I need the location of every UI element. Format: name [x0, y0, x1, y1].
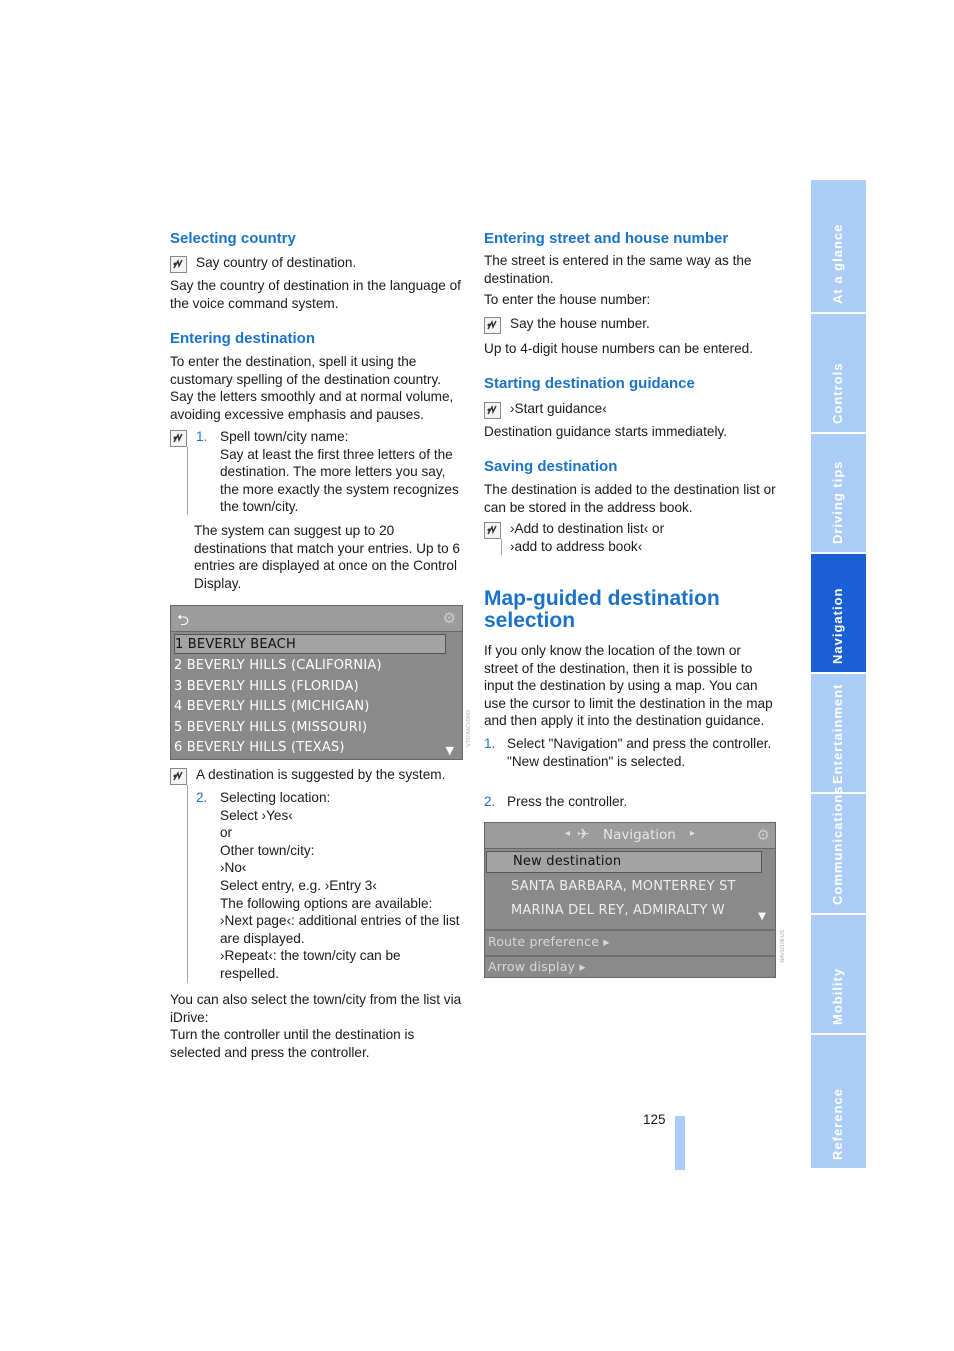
paragraph: Turn the controller until the destination is selected and press the controller. [170, 1027, 415, 1060]
voice-command-icon [484, 402, 501, 419]
back-arrow-icon: ⮌ [177, 611, 190, 629]
step-title: Spell town/city name: [220, 429, 349, 444]
heading-map-guided: Map-guided destination [484, 587, 720, 610]
paragraph: To enter the destination, spell it using the customary spelling of the destination country. [170, 354, 442, 387]
step-line: Other town/city: [220, 842, 315, 858]
tab-mobility[interactable]: Mobility [811, 915, 866, 1035]
menu-item-arrow-display: Arrow display ▸ [488, 959, 586, 974]
heading-entering-destination: Entering destination [170, 330, 316, 347]
voice-command-icon [484, 317, 501, 334]
step-body: "New destination" is selected. [507, 753, 686, 769]
step-body: Say at least the first three letters of the destination. The more letters you say, the more exactly the system recognizes the town/city. [220, 446, 459, 515]
paragraph: To enter the house number: [484, 292, 651, 308]
scroll-down-icon: ▼ [758, 911, 766, 922]
tab-navigation[interactable]: Navigation [811, 554, 866, 674]
left-column [170, 230, 462, 248]
page-number: 125 [643, 1112, 666, 1127]
step-line: Select entry, e.g. ›Entry 3‹ [220, 877, 377, 893]
step-line: Select ›Yes‹ [220, 807, 293, 823]
tab-at-a-glance[interactable]: At a glance [811, 180, 866, 314]
tab-entertainment[interactable]: Entertainment [811, 674, 866, 794]
paragraph: Destination guidance starts immediately. [484, 424, 728, 439]
list-item: SANTA BARBARA, MONTERREY ST [511, 879, 736, 894]
settings-icon: ⚙ [756, 826, 770, 844]
chevron-right-icon: ▸ [690, 828, 696, 839]
tab-reference[interactable]: Reference [811, 1035, 866, 1168]
scroll-down-icon: ▼ [445, 744, 454, 757]
voice-range-line [501, 539, 502, 555]
paragraph: If you only know the location of the town or street of the destination, then it is possible to input the destination by using a map. You can use the cursor to limit the destination in the map and then apply it into the destination guidance. [484, 643, 773, 729]
step-line: or [220, 825, 233, 841]
list-item: 5 BEVERLY HILLS (MISSOURI) [174, 720, 368, 735]
paragraph: The destination is added to the destination list or can be stored in the address book. [484, 482, 776, 515]
list-item: 1 BEVERLY BEACH [174, 634, 446, 654]
list-item: 6 BEVERLY HILLS (TEXAS) [174, 740, 345, 755]
heading-entering-street: Entering street and house number [484, 230, 729, 247]
paragraph: Up to 4-digit house numbers can be entered. [484, 341, 754, 356]
voice-instruction: ›Start guidance‹ [510, 401, 607, 416]
heading-selecting-country: Selecting country [170, 230, 296, 247]
satellite-icon: ✈ [577, 825, 590, 843]
paragraph: Say the country of destination in the language of the voice command system. [170, 278, 461, 311]
voice-command-icon [170, 430, 187, 447]
settings-icon: ⚙ [442, 609, 456, 627]
voice-range-line [187, 785, 188, 983]
image-code: VT07AACV0043 [466, 710, 472, 747]
paragraph: You can also select the town/city from the list via iDrive: [170, 992, 462, 1025]
chevron-left-icon: ◂ [565, 828, 571, 839]
list-item: 4 BEVERLY HILLS (MICHIGAN) [174, 699, 370, 714]
screen-header [171, 606, 462, 632]
step-body: Select "Navigation" and press the controller. [507, 736, 772, 751]
heading-saving-destination: Saving destination [484, 458, 618, 475]
step-number: 1. [484, 736, 496, 751]
step-body: Press the controller. [507, 794, 628, 809]
voice-instruction: Say country of destination. [196, 255, 357, 270]
step-number: 2. [484, 794, 496, 809]
list-item: MARINA DEL REY, ADMIRALTY W [511, 903, 725, 918]
step-line: ›Next page‹: additional entries of the list are displayed. [220, 913, 460, 946]
step-line: Selecting location: [220, 790, 331, 805]
tab-controls[interactable]: Controls [811, 314, 866, 434]
paragraph: The street is entered in the same way as the destination. [484, 253, 752, 286]
image-code: NAV02108-US [780, 930, 786, 963]
voice-instruction: ›add to address book‹ [510, 538, 643, 554]
tab-communications[interactable]: Communications [811, 794, 866, 915]
voice-range-line [187, 447, 188, 515]
divider [485, 929, 775, 931]
step-line: ›No‹ [220, 860, 247, 876]
voice-instruction: ›Add to destination list‹ or [510, 521, 665, 536]
heading-starting-guidance: Starting destination guidance [484, 375, 695, 392]
voice-command-icon [170, 256, 187, 273]
screen-header [485, 823, 775, 849]
voice-instruction: Say the house number. [510, 316, 650, 331]
list-item: 3 BEVERLY HILLS (FLORIDA) [174, 679, 359, 694]
heading-map-guided-2: selection [484, 609, 576, 632]
screen-title: Navigation [603, 827, 676, 843]
control-display-screenshot [170, 605, 463, 760]
step-line: The following options are available: [220, 895, 433, 911]
menu-item-route-preference: Route preference ▸ [488, 934, 610, 949]
navigation-menu-screenshot [484, 822, 776, 978]
step-line: ›Repeat‹: the town/city can be respelled. [220, 948, 401, 981]
page-marker [675, 1116, 685, 1170]
step-number: 1. [196, 429, 208, 444]
menu-item-new-destination: New destination [486, 851, 762, 873]
voice-instruction: A destination is suggested by the system. [196, 767, 446, 782]
paragraph: The system can suggest up to 20 destinations that match your entries. Up to 6 entries are displayed at once on the Control Display. [194, 523, 460, 591]
list-item: 2 BEVERLY HILLS (CALIFORNIA) [174, 658, 382, 673]
tab-driving-tips[interactable]: Driving tips [811, 434, 866, 554]
voice-command-icon [484, 522, 501, 539]
step-number: 2. [196, 790, 208, 805]
voice-command-icon [170, 768, 187, 785]
paragraph: Say the letters smoothly and at normal volume, avoiding excessive emphasis and pauses. [170, 389, 454, 422]
